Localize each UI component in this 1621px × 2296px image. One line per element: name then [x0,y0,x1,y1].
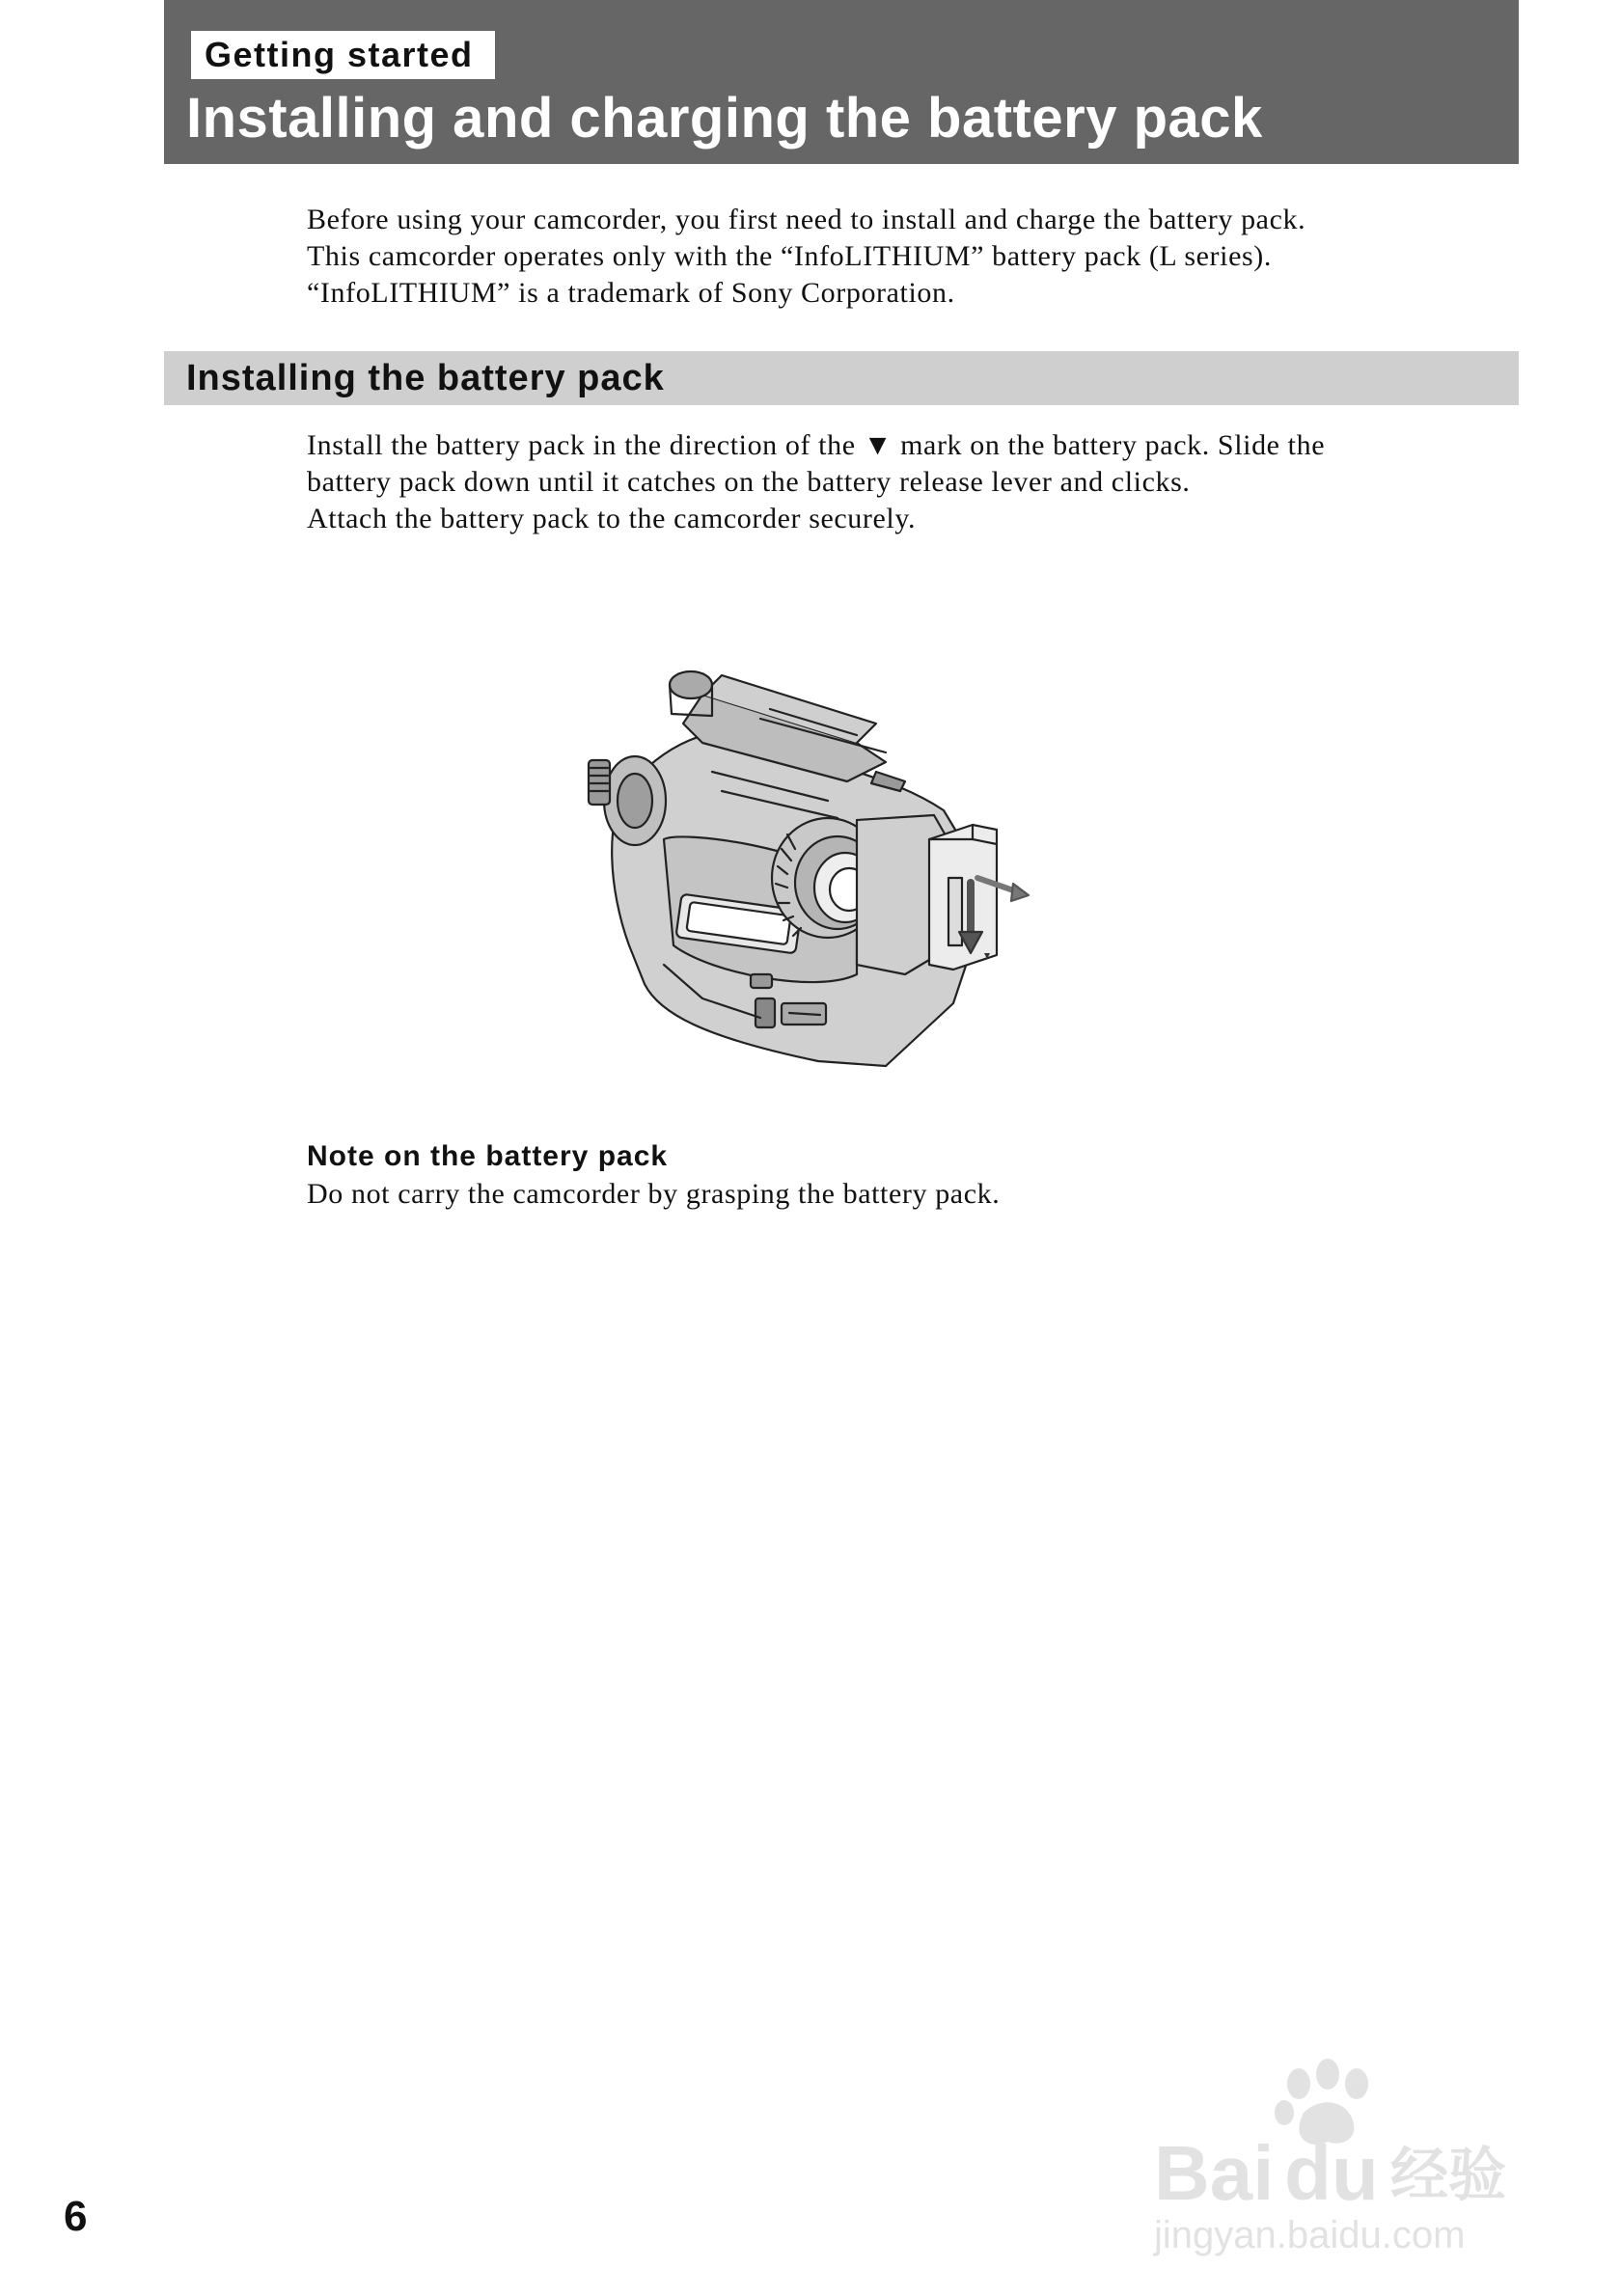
camcorder-illustration [567,656,1117,1071]
svg-text:经验: 经验 [1390,2142,1506,2209]
section-label: Getting started [191,31,495,79]
intro-line: “InfoLITHIUM” is a trademark of Sony Corporation. [307,277,955,309]
svg-text:jingyan.baidu.com: jingyan.baidu.com [1154,2214,1466,2256]
intro-line: This camcorder operates only with the “InfoLITHIUM” battery pack (L series). [307,240,1272,272]
instructions-paragraph [307,427,1503,537]
intro-line: Before using your camcorder, you first need to install and charge the battery pack. [307,204,1306,235]
note-text: Do not carry the camcorder by grasping the battery pack. [307,1178,1001,1210]
instruction-line: battery pack down until it catches on the battery release lever and clicks. [307,466,1191,498]
page-number: 6 [64,2193,88,2240]
instruction-line: Install the battery pack in the direction of the ▼ mark on the battery pack. Slide the [307,429,1326,461]
section-heading: Installing the battery pack [186,358,665,398]
svg-text:du: du [1284,2130,1379,2216]
svg-text:Bai: Bai [1154,2130,1275,2216]
baidu-watermark [1144,2045,1550,2257]
note-title: Note on the battery pack [307,1140,669,1172]
intro-paragraph [307,202,1503,312]
page-title: Installing and charging the battery pack [186,87,1263,150]
instruction-line: Attach the battery pack to the camcorder securely. [307,503,917,534]
